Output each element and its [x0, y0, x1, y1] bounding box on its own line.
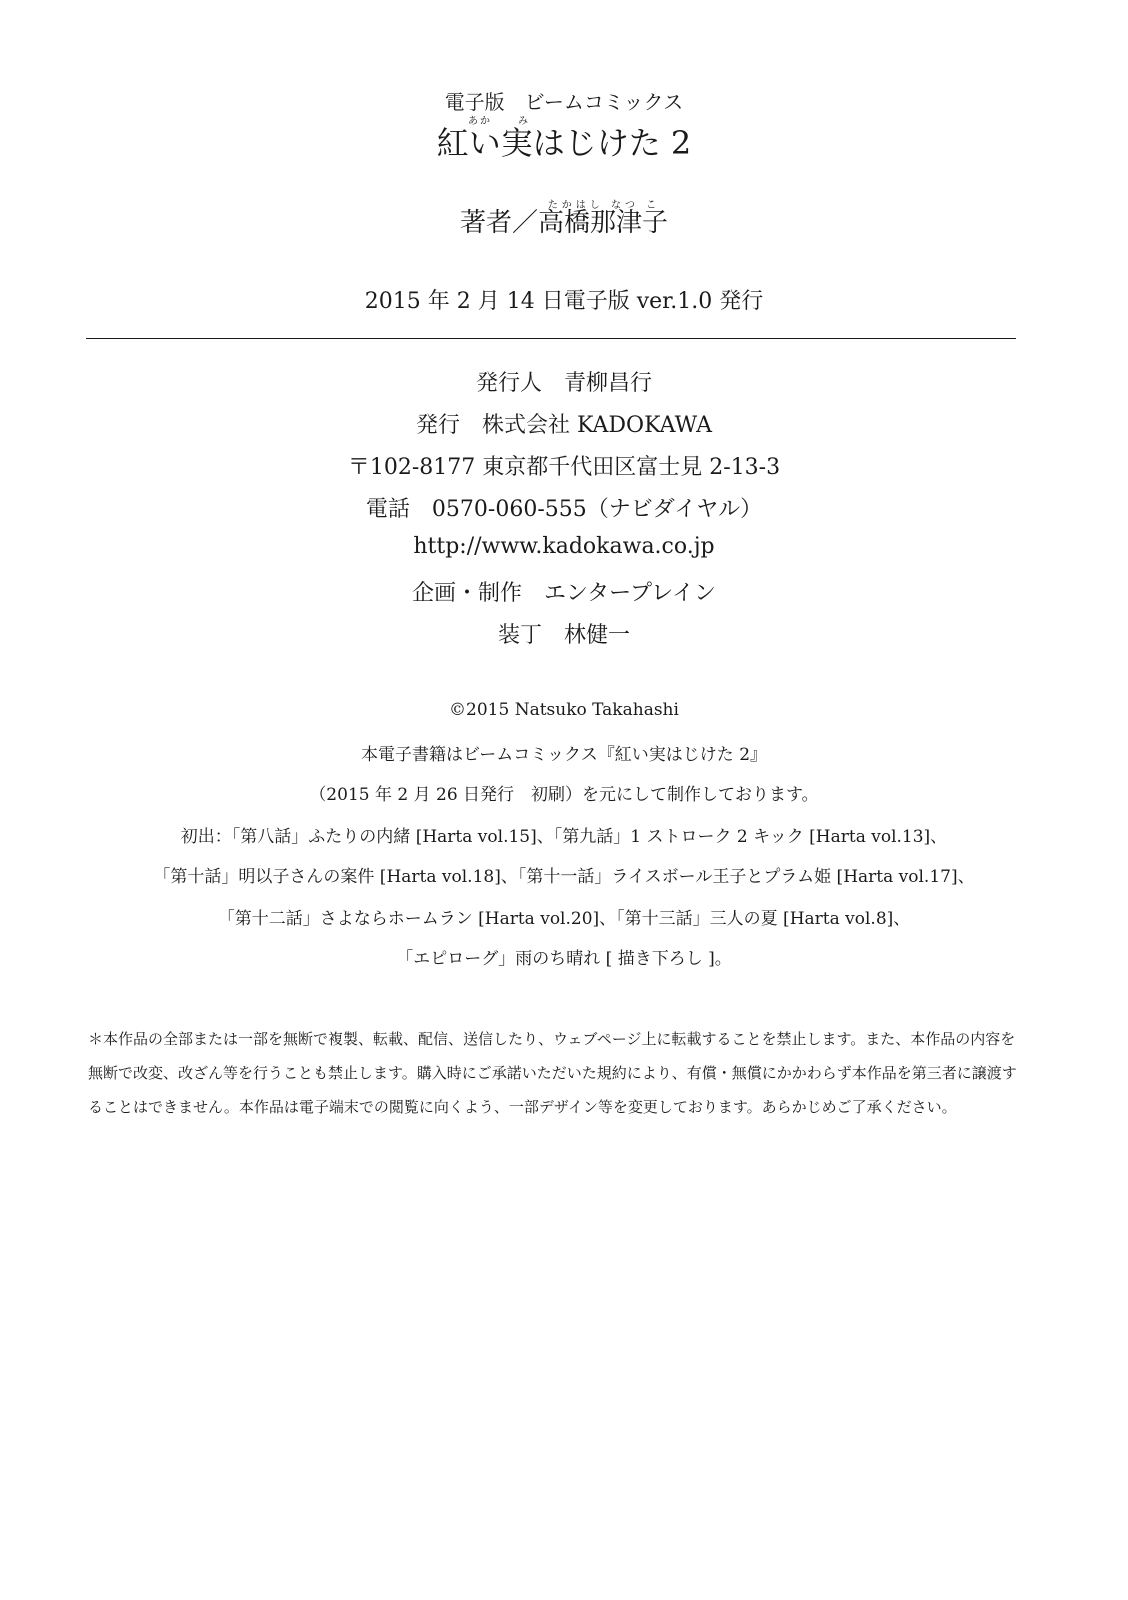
note-line: 「第十二話」さよならホームラン [Harta vol.20]、「第十三話」三人の夏 [Harta vol.8]、	[217, 909, 911, 929]
note-line: 「エピローグ」雨のち晴れ [ 描き下ろし ]。	[396, 949, 732, 969]
disclaimer: ＊本作品の全部または一部を無断で複製、転載、配信、送信したり、ウェブページ上に転載することを禁止します。また、本作品の内容を無断で改変、改ざん等を行うことも禁止します。購入時にご承諾いただいた規約により、有償・無償にかかわらず本作品を第三者に譲渡することはできません。本作品は電子端末での閲覧に向くよう、一部デザイン等を変更しております。あらかじめご了承ください。	[88, 1030, 1017, 1116]
copyright: ©2015 Natsuko Takahashi	[449, 700, 679, 720]
note-line: 「第十話」明以子さんの案件 [Harta vol.18]、「第十一話」ライスボール王子とプラム姫 [Harta vol.17]、	[153, 867, 975, 887]
divider	[86, 338, 1016, 339]
title-ruby-mi: み	[518, 116, 530, 127]
author-ruby-text: たかはし なつ こ	[547, 200, 661, 211]
series-label: 電子版 ビームコミックス	[444, 90, 684, 114]
credit-phone: 電話 0570-060-555（ナビダイヤル）	[365, 497, 763, 522]
title-ruby-aka: あか	[468, 116, 492, 127]
credit-address: 〒102-8177 東京都千代田区富士見 2-13-3	[347, 455, 781, 480]
release-date: 2015 年 2 月 14 日電子版 ver.1.0 発行	[364, 289, 764, 314]
book-title: 紅い実はじけた 2	[436, 124, 692, 162]
credit-design: 装丁 林健一	[497, 623, 630, 648]
credit-publisher: 発行 株式会社 KADOKAWA	[415, 413, 713, 438]
note-line: （2015 年 2 月 26 日発行 初刷）を元にして制作しております。	[309, 785, 819, 805]
note-line: 初出：「第八話」ふたりの内緒 [Harta vol.15]、「第九話」1 ストローク 2 キック [Harta vol.13]、	[180, 827, 948, 847]
author-line: 著者／高橋那津子	[459, 208, 668, 238]
note-line: 本電子書籍はビームコミックス『紅い実はじけた 2』	[360, 745, 768, 765]
credit-publisher-person: 発行人 青柳昌行	[475, 371, 652, 396]
credit-planning: 企画・制作 エンタープレイン	[411, 581, 717, 606]
credit-url: http://www.kadokawa.co.jp	[413, 534, 715, 559]
